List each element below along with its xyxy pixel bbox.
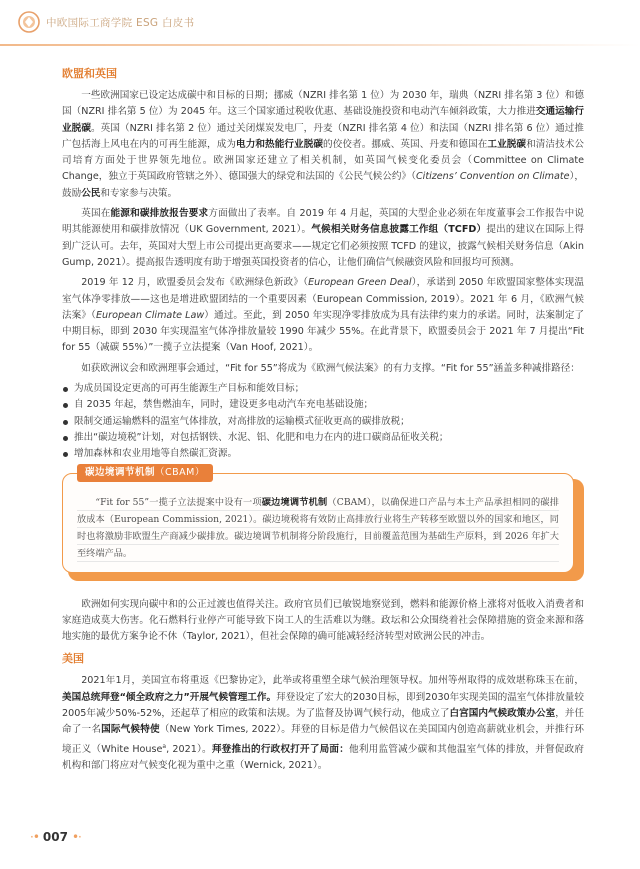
ceibs-circle-logo-icon bbox=[18, 11, 40, 33]
page-header bbox=[0, 0, 640, 46]
callout-body: “Fit for 55”一揽子立法提案中设有一项碳边境调节机制（CBAM），以确保进口产品与本土产品承担相同的碳排放成本（European Commission, 2021）。碳边境税将有效防止高排放行业将生产转移至欧盟以外的国家和地区，同时也将激励非欧盟生产商减少碳排放。碳边境调节机制将分阶段施行，目前覆盖范围为基础生产原料，到 2026 年扩大至终端产品。 bbox=[77, 494, 559, 562]
paragraph-just-transition: 欧洲如何实现向碳中和的公正过渡也值得关注。政府官员们已敏锐地察觉到，燃料和能源价格上涨将对低收入消费者和家庭造成莫大伤害。化石燃料行业停产可能导致下岗工人的生活难以为继。政坛和公众围绕着社会保障措施的资金来源和落地实施的最优方案争论不休（Taylor, 2021），但社会保障的确可能减轻经济转型对欧洲公民的冲击。 bbox=[62, 598, 584, 643]
callout-tag: 碳边境调节机制（CBAM） bbox=[77, 464, 213, 482]
cbam-callout bbox=[62, 466, 584, 583]
page-number: 007 bbox=[42, 830, 68, 844]
dots-left-icon: ·• bbox=[30, 830, 39, 844]
list-item: 增加森林和农业用地等自然碳汇资源。 bbox=[62, 446, 584, 462]
page-footer bbox=[30, 829, 81, 845]
list-item: 推出“碳边境税”计划，对包括钢铁、水泥、铝、化肥和电力在内的进口碳商品征收关税； bbox=[62, 430, 584, 446]
dots-right-icon: •· bbox=[71, 830, 81, 844]
callout-box bbox=[62, 466, 574, 573]
paragraph-uk-reporting: 英国在能源和碳排放报告要求方面做出了表率。自 2019 年 4 月起，英国的大型企业必须在年度董事会工作报告中说明其能源使用和碳排放情况（UK Government, 2021）。气候相关财务信息披露工作组（TCFD）提出的建议在国际上得到广泛认可。去年，英国对大型上市公司提出更高要求——规定它们必须按照 TCFD 的建议，披露气候相关财务信息（Akin Gump, 2021）。提高报告透明度有助于增强英国投资者的信心，让他们确信气候融资风险和回报均可预测。 bbox=[62, 208, 585, 268]
paragraph-eu-targets: 一些欧洲国家已设定达成碳中和目标的日期；挪威（NZRI 排名第 1 位）为 2030 年，瑞典（NZRI 排名第 3 位）和德国（NZRI 排名第 5 位）为 2045 年。这三个国家通过税收优惠、基础设施投资和电动汽车倾斜政策，大力推进交通运输行业脱碳。英国（NZRI 排名第 2 位）通过关闭煤炭发电厂，丹麦（NZRI 排名第 4 位）和法国（NZRI 排名第 6 位）通过推广包括海上风电在内的可再生能源，成为电力和热能行业脱碳的佼佼者。挪威、英国、丹麦和德国在工业脱碳和清洁技术公司培育方面处于世界领先地位。欧洲国家还建立了相关机制，如英国气候变化委员会（Committee on Climate Change，独立于英国政府管辖之外）、德国强大的绿党和法国的《公民气候公约》（Citizens’ Convention on Climate），鼓励公民和专家参与决策。 bbox=[62, 90, 585, 199]
list-item: 为成员国设定更高的可再生能源生产目标和能效目标； bbox=[62, 381, 584, 397]
main-content bbox=[62, 66, 584, 778]
paragraph-green-deal: 2019 年 12 月，欧盟委员会发布《欧洲绿色新政》（European Green Deal），承诺到 2050 年欧盟国家整体实现温室气体净零排放——这也是增进欧盟团结的一个重要因素（European Commission, 2019）。2021 年 6 月，《欧洲气候法案》（European Climate Law）通过。至此，到 2050 年实现净零排放成为具有法律约束力的承诺。同时，法案制定了中期目标，即到 2030 年实现温室气体净排放量较 1990 年减少 55%。在此背景下，欧盟委员会于 2021 年 7 月提出“Fit for 55（减碳 55%）”一揽子立法提案（Van Hoof, 2021）。 bbox=[62, 277, 585, 354]
fit-for-55-list bbox=[62, 381, 584, 462]
paragraph-us-policy: 2021年1月，美国宣布将重返《巴黎协定》，此举或将重塑全球气候治理领导权。加州等州取得的成效堪称珠玉在前，美国总统拜登“倾全政府之力”开展气候管理工作。拜登设定了宏大的2030目标，即到2030年实现美国的温室气体排放量较2005年减少50%-52%，还起草了相应的政策和法规。为了监督及协调气候行动，他成立了白宫国内气候政策办公室，并任命了一名国际气候特使（New York Times, 2022）。拜登的目标是借力气候倡议在美国国内创造高薪就业机会，并推行环境正义（White House$^a$, 2021）。拜登推出的行政权打开了局面：他利用监管减少碳和其他温室气体的排放，并督促政府机构和部门将应对气候变化视为重中之重（Wernick, 2021）。 bbox=[62, 675, 585, 772]
paragraph-fit-for-55: 如获欧洲议会和欧洲理事会通过，“Fit for 55”将成为《欧洲气候法案》的有力支撑。“Fit for 55”涵盖多种减排路径： bbox=[81, 362, 580, 374]
list-item: 自 2035 年起，禁售燃油车，同时，建设更多电动汽车充电基础设施； bbox=[62, 397, 584, 413]
header-divider bbox=[0, 44, 640, 46]
section-title-us: 美国 bbox=[62, 652, 84, 666]
section-title-eu-uk: 欧盟和英国 bbox=[62, 67, 117, 80]
header-title: 中欧国际工商学院 ESG 白皮书 bbox=[46, 17, 195, 29]
list-item: 限制交通运输燃料的温室气体排放，对高排放的运输模式征收更高的碳排放税； bbox=[62, 414, 584, 430]
